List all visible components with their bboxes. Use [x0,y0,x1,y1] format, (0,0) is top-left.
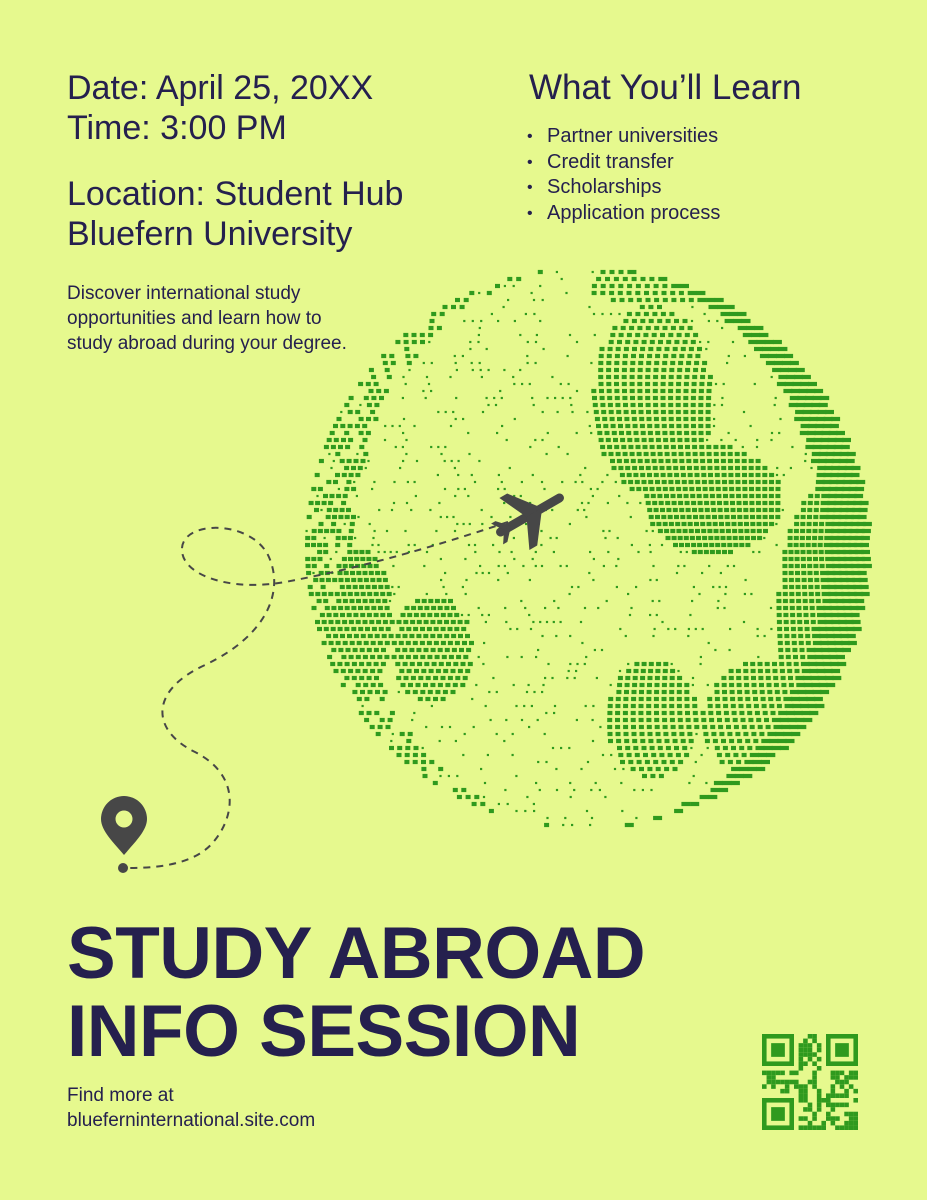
event-description: Discover international study opportunities and learn how to study abroad during your degree. [67,283,347,354]
event-location [67,174,403,254]
event-time: Time: 3:00 PM [67,109,287,147]
title-line-1: STUDY ABROAD [67,913,646,994]
footer-info [67,1083,315,1133]
learn-list [527,124,720,226]
find-more-label: Find more at [67,1085,174,1106]
location-pin-icon [101,796,147,873]
title-line-2: INFO SESSION [67,991,581,1072]
dotted-globe-graphic [305,270,872,827]
learn-heading: What You’ll Learn [529,68,802,107]
list-item: • Partner universities [527,124,720,150]
page-title [67,915,645,1071]
event-date: Date: April 25, 20XX [67,69,374,107]
location-line-2: Bluefern University [67,215,353,253]
list-item: • Application process [527,201,720,227]
airplane-icon [482,472,574,560]
location-line-1: Location: Student Hub [67,175,404,213]
list-item: • Scholarships [527,175,720,201]
list-item: • Credit transfer [527,150,720,176]
event-datetime [67,68,373,148]
qr-code-icon[interactable] [762,1034,858,1130]
website-link[interactable]: blueferninternational.site.com [67,1110,316,1131]
